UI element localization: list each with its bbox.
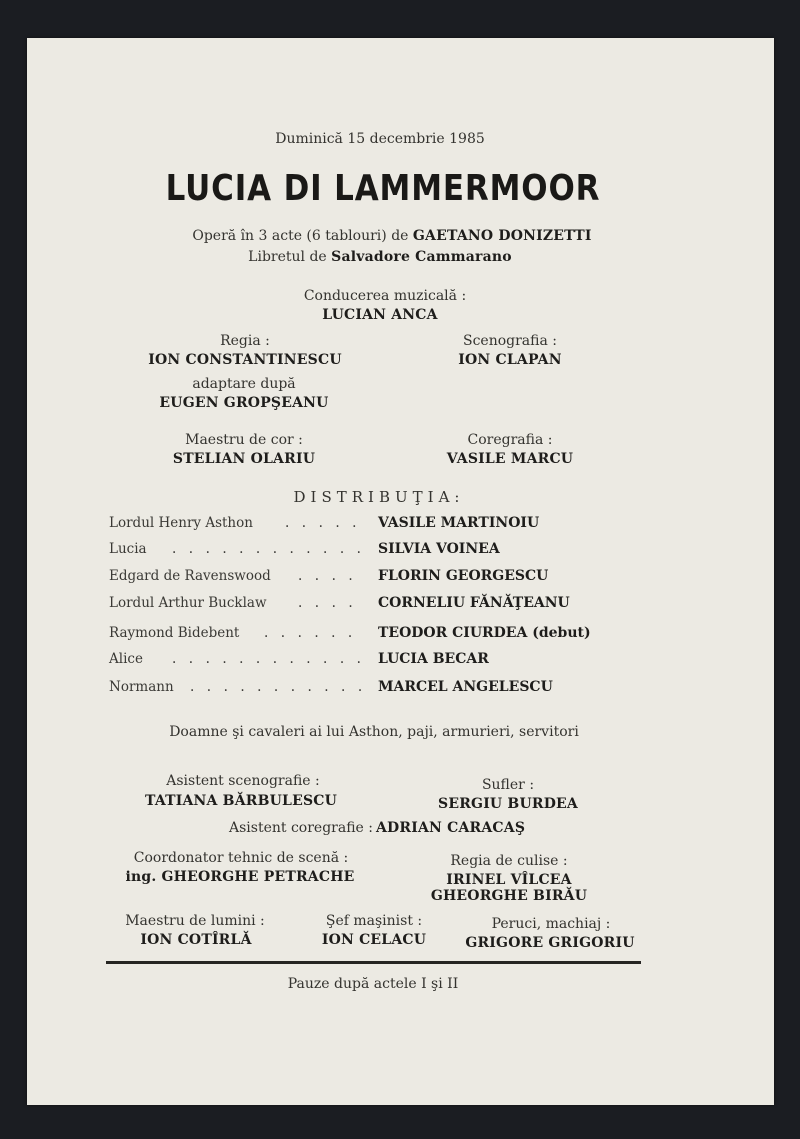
cast-singer: MARCEL ANGELESCU bbox=[378, 679, 553, 695]
lights-label: Maestru de lumini : bbox=[125, 913, 265, 929]
libretto-prefix: Libretul de bbox=[248, 249, 327, 265]
cast-singer: TEODOR CIURDEA (debut) bbox=[378, 625, 591, 641]
asst-set-label: Asistent scenografie : bbox=[166, 773, 320, 789]
adaptation-label: adaptare după bbox=[192, 376, 296, 392]
backstage-name-1: IRINEL VÎLCEA bbox=[446, 872, 572, 888]
conductor-label: Conducerea muzicală : bbox=[303, 288, 467, 304]
cast-heading: DISTRIBUŢIA: bbox=[293, 488, 465, 506]
cast-role: Edgard de Ravenswood bbox=[109, 568, 271, 584]
choreography-label: Coregrafia : bbox=[467, 432, 553, 448]
opera-title: LUCIA DI LAMMERMOOR bbox=[165, 168, 601, 209]
set-design-name: ION CLAPAN bbox=[458, 352, 562, 368]
cast-role: Alice bbox=[109, 651, 143, 667]
prompter-name: SERGIU BURDEA bbox=[438, 796, 578, 812]
cast-leader-dots: . . . . . . . . . . . bbox=[190, 679, 367, 695]
cast-leader-dots: . . . . . . . . . . . . bbox=[172, 541, 365, 557]
cast-singer: SILVIA VOINEA bbox=[378, 541, 500, 557]
cast-role: Lordul Arthur Bucklaw bbox=[109, 595, 267, 611]
tech-coordinator-name: ing. GHEORGHE PETRACHE bbox=[125, 869, 355, 885]
prompter-label: Sufler : bbox=[481, 777, 535, 793]
machinist-name: ION CELACU bbox=[321, 932, 427, 948]
conductor-name: LUCIAN ANCA bbox=[322, 307, 438, 323]
opera-subtitle bbox=[192, 228, 591, 244]
makeup-label: Peruci, machiaj : bbox=[491, 916, 611, 932]
cast-singer: VASILE MARTINOIU bbox=[378, 515, 540, 531]
cast-leader-dots: . . . . . bbox=[285, 515, 361, 531]
libretto-line bbox=[248, 249, 512, 265]
cast-leader-dots: . . . . . . . . . . . . bbox=[172, 651, 365, 667]
cast-singer: FLORIN GEORGESCU bbox=[378, 568, 549, 584]
director-label: Regia : bbox=[220, 333, 270, 349]
choreography-name: VASILE MARCU bbox=[446, 451, 574, 467]
backstage-label: Regia de culise : bbox=[450, 853, 568, 869]
cast-leader-dots: . . . . . . bbox=[264, 625, 357, 641]
cast-leader-dots: . . . . bbox=[298, 595, 357, 611]
backstage-name-2: GHEORGHE BIRĂU bbox=[430, 888, 588, 904]
cast-extras: Doamne şi cavaleri ai lui Asthon, paji, armurieri, servitori bbox=[169, 724, 579, 740]
cast-role: Raymond Bidebent bbox=[109, 625, 240, 641]
asst-choreo-label: Asistent coregrafie : bbox=[229, 820, 373, 836]
makeup-name: GRIGORE GRIGORIU bbox=[465, 935, 635, 951]
intermissions-note: Pauze după actele I şi II bbox=[287, 976, 459, 992]
performance-date: Duminică 15 decembrie 1985 bbox=[275, 131, 485, 147]
librettist-name: Salvadore Cammarano bbox=[331, 249, 512, 265]
divider-rule bbox=[106, 961, 641, 964]
cast-leader-dots: . . . . bbox=[298, 568, 357, 584]
adaptation-name: EUGEN GROPŞEANU bbox=[159, 395, 329, 411]
chorus-master-name: STELIAN OLARIU bbox=[172, 451, 316, 467]
composer-name: GAETANO DONIZETTI bbox=[412, 228, 592, 244]
asst-set-name: TATIANA BĂRBULESCU bbox=[144, 793, 338, 809]
asst-choreo-name: ADRIAN CARACAŞ bbox=[376, 820, 526, 836]
cast-singer: CORNELIU FĂNĂŢEANU bbox=[378, 595, 570, 611]
cast-role: Normann bbox=[109, 679, 174, 695]
lights-name: ION COTÎRLĂ bbox=[140, 932, 252, 948]
cast-singer: LUCIA BECAR bbox=[378, 651, 489, 667]
cast-role: Lordul Henry Asthon bbox=[109, 515, 253, 531]
director-name: ION CONSTANTINESCU bbox=[148, 352, 342, 368]
machinist-label: Şef maşinist : bbox=[325, 913, 423, 929]
tech-coordinator-label: Coordonator tehnic de scenă : bbox=[133, 850, 349, 866]
subtitle-prefix: Operă în 3 acte (6 tablouri) de bbox=[192, 228, 409, 244]
cast-role: Lucia bbox=[109, 541, 147, 557]
set-design-label: Scenografia : bbox=[462, 333, 558, 349]
chorus-master-label: Maestru de cor : bbox=[185, 432, 303, 448]
